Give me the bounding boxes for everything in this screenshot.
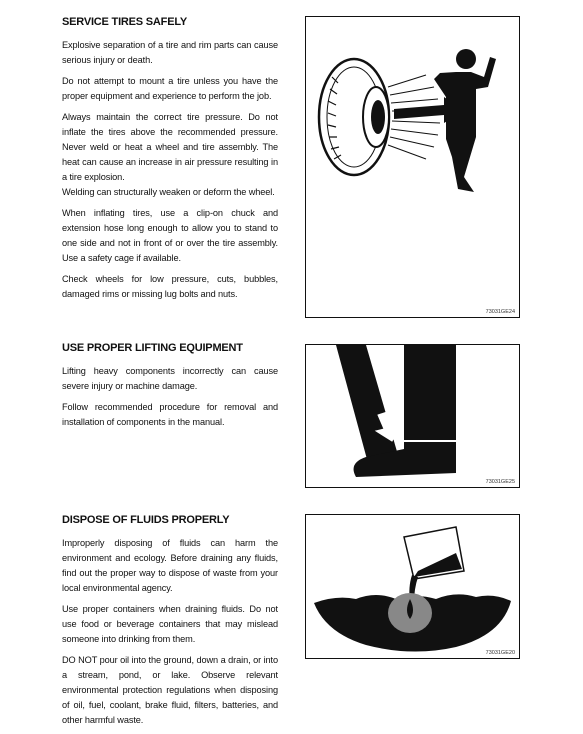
paragraph: Do not attempt to mount a tire unless you have the proper equipment and experience to perform the job. (62, 76, 278, 101)
section-title: USE PROPER LIFTING EQUIPMENT (62, 342, 243, 354)
section-lifting-equipment (62, 342, 278, 436)
person-silhouette (434, 49, 496, 192)
container-icon (404, 527, 464, 579)
paragraph: Check wheels for low pressure, cuts, bubbles, damaged rims or missing lug bolts and nuts. (62, 274, 278, 299)
paragraph: Always maintain the correct tire pressure. Do not inflate the tires above the recommended pressure. Never weld or heat a wheel and tire assembly. The heat can cause an increase in air pressure resulting in a tire explosion. (62, 112, 278, 182)
paragraph: Improperly disposing of fluids can harm the environment and ecology. Before draining any fluids, find out the proper way to dispose of waste from your local environmental agency. (62, 538, 278, 593)
figure-code: 73031GE20 (485, 650, 515, 656)
paragraph: Follow recommended procedure for removal and installation of components in the manual. (62, 402, 278, 427)
paragraph: Lifting heavy components incorrectly can cause severe injury or machine damage. (62, 366, 278, 391)
section-title: SERVICE TIRES SAFELY (62, 16, 187, 28)
fluid-disposal-illustration (305, 514, 520, 659)
paragraph: Welding can structurally weaken or deform the wheel. (62, 187, 275, 197)
tire-explosion-illustration (305, 16, 520, 318)
tire-icon (319, 59, 389, 175)
lifting-injury-illustration (305, 344, 520, 488)
section-service-tires (62, 16, 278, 308)
heavy-beam (336, 345, 398, 463)
paragraph: Use proper containers when draining fluids. Do not use food or beverage containers that may mislead someone into drinking from them. (62, 604, 278, 644)
figure-code: 73031GE24 (485, 309, 515, 315)
section-dispose-fluids (62, 514, 278, 734)
paragraph: Explosive separation of a tire and rim parts can cause serious injury or death. (62, 40, 278, 65)
section-title: DISPOSE OF FLUIDS PROPERLY (62, 514, 230, 526)
paragraph: When inflating tires, use a clip-on chuck and extension hose long enough to allow you to stand to one side and not in front of or over the tire assembly. Use a safety cage if available. (62, 208, 278, 263)
paragraph: DO NOT pour oil into the ground, down a drain, or into a stream, pond, or lake. Observe relevant environmental protection regulations when disposing of oil, fuel, coolant, brake fluid, filters, batteries, and other harmful waste. (62, 655, 278, 725)
figure-code: 73031GE25 (485, 479, 515, 485)
